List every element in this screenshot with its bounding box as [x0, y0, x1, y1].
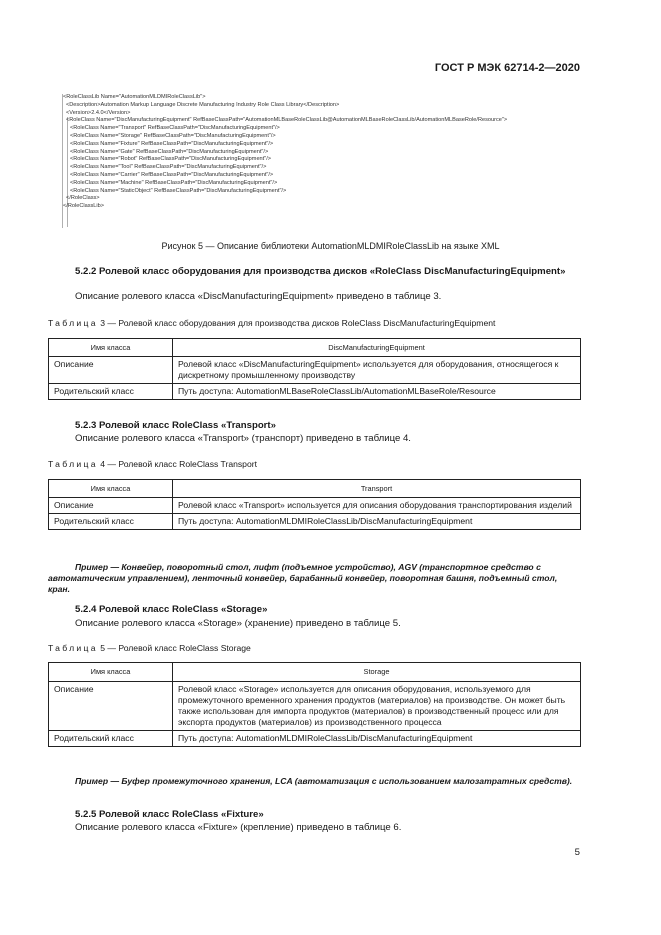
xml-line: <RoleClass Name="Tool" RefBaseClassPath="DiscManufacturingEquipment"/> [70, 164, 267, 171]
table-cell: Описание [49, 498, 173, 514]
table-cell: Описание [49, 357, 173, 384]
table-cell: Путь доступа: AutomationMLBaseRoleClassLib/AutomationMLBaseRole/Resource [173, 384, 581, 400]
table-3-caption: Таблица 3 — Ролевой класс оборудования для производства дисков RoleClass DiscManufacturingEquipment [48, 318, 496, 328]
section-text-5-2-5: Описание ролевого класса «Fixture» (крепление) приведено в таблице 6. [75, 822, 402, 833]
table-header-row [49, 480, 581, 498]
section-heading-5-2-4: 5.2.4 Ролевой класс RoleClass «Storage» [75, 604, 268, 615]
example-note-transport: Пример — Конвейер, поворотный стол, лифт (подъемное устройство), AGV (транспортное средство с автоматическим управлением), ленточный конвейер, барабанный конвейер, поворотная башня, подъемный стол, кран. [48, 562, 558, 594]
document-header: ГОСТ Р МЭК 62714-2—2020 [434, 62, 580, 74]
table-header-row [49, 339, 581, 357]
table-header-cell: Имя класса [49, 339, 173, 357]
xml-line: </RoleClass> [66, 195, 100, 202]
example-note-storage: Пример — Буфер промежуточного хранения, LCA (автоматизация с использованием малозатратных средств). [75, 776, 573, 786]
xml-line: <RoleClass Name="Gate" RefBaseClassPath="DiscManufacturingEquipment"/> [70, 148, 269, 155]
section-heading-5-2-5: 5.2.5 Ролевой класс RoleClass «Fixture» [75, 809, 264, 820]
table-row [49, 384, 581, 400]
table-header-cell: DiscManufacturingEquipment [173, 339, 581, 357]
table-header-cell: Transport [173, 480, 581, 498]
section-text-5-2-4: Описание ролевого класса «Storage» (хранение) приведено в таблице 5. [75, 618, 401, 629]
table-5 [48, 662, 581, 747]
table-cell: Ролевой класс «Transport» используется для описания оборудования транспортирования изделий [173, 498, 581, 514]
table-header-cell: Имя класса [49, 663, 173, 682]
page-number: 5 [574, 847, 580, 858]
xml-line: <Version>2.4.0</Version> [66, 109, 131, 116]
section-heading-5-2-2: 5.2.2 Ролевой класс оборудования для производства дисков «RoleClass DiscManufacturingEquipment» [75, 266, 566, 277]
table-header-cell: Storage [173, 663, 581, 682]
table-cell: Путь доступа: AutomationMLDMIRoleClassLib/DiscManufacturingEquipment [173, 731, 581, 747]
table-cell: Родительский класс [49, 514, 173, 530]
xml-line: <RoleClass Name="Carrier" RefBaseClassPath="DiscManufacturingEquipment"/> [70, 171, 274, 178]
table-5-caption: Таблица 5 — Ролевой класс RoleClass Storage [48, 643, 251, 653]
table-3 [48, 338, 581, 400]
section-text-5-2-3: Описание ролевого класса «Transport» (транспорт) приведено в таблице 4. [75, 433, 411, 444]
table-4 [48, 479, 581, 530]
xml-line: <RoleClass Name="Transport" RefBaseClassPath="DiscManufacturingEquipment"/> [70, 125, 280, 132]
xml-line: <RoleClass Name="Machine" RefBaseClassPath="DiscManufacturingEquipment"/> [70, 179, 278, 186]
table-header-row [49, 663, 581, 682]
table-4-caption: Таблица 4 — Ролевой класс RoleClass Transport [48, 459, 257, 469]
table-cell: Ролевой класс «Storage» используется для описания оборудования, используемого для промежуточного временного хранения продуктов (материалов) на производстве. Он может быть также использован для импорта продуктов (материалов) в производственный процесс или для экспорта продуктов (материалов) из производственного процесса [173, 682, 581, 731]
table-cell: Путь доступа: AutomationMLDMIRoleClassLib/DiscManufacturingEquipment [173, 514, 581, 530]
table-row [49, 682, 581, 731]
table-cell: Ролевой класс «DiscManufacturingEquipment» используется для оборудования, относящегося к дискретному промышленному производству [173, 357, 581, 384]
table-cell: Описание [49, 682, 173, 731]
table-row [49, 514, 581, 530]
xml-line: </RoleClassLib> [63, 203, 105, 210]
xml-line: <RoleClass Name="DiscManufacturingEquipment" RefBaseClassPath="AutomationMLBaseRoleClassLib@AutomationMLBaseRoleClassLib/AutomationMLBaseRole/Resource"> [66, 117, 508, 124]
xml-line: <RoleClass Name="Robot" RefBaseClassPath="DiscManufacturingEquipment"/> [70, 156, 272, 163]
xml-line: <Description>Automation Markup Language Discrete Manufacturing Industry Role Class Library</Description> [66, 101, 340, 108]
xml-line: <RoleClass Name="Fixture" RefBaseClassPath="DiscManufacturingEquipment"/> [70, 140, 274, 147]
xml-line: <RoleClass Name="Storage" RefBaseClassPath="DiscManufacturingEquipment"/> [70, 132, 276, 139]
table-row [49, 498, 581, 514]
xml-code-listing [61, 94, 581, 211]
table-row [49, 731, 581, 747]
table-cell: Родительский класс [49, 384, 173, 400]
xml-line: <RoleClass Name="StaticObject" RefBaseClassPath="DiscManufacturingEquipment"/> [70, 187, 287, 194]
table-header-cell: Имя класса [49, 480, 173, 498]
figure-caption: Рисунок 5 — Описание библиотеки AutomationMLDMIRoleClassLib на языке XML [161, 241, 500, 251]
section-text-5-2-2: Описание ролевого класса «DiscManufacturingEquipment» приведено в таблице 3. [75, 291, 442, 302]
xml-line: <RoleClassLib Name="AutomationMLDMIRoleClassLib"> [63, 94, 206, 100]
section-heading-5-2-3: 5.2.3 Ролевой класс RoleClass «Transport» [75, 420, 276, 431]
table-row [49, 357, 581, 384]
table-cell: Родительский класс [49, 731, 173, 747]
